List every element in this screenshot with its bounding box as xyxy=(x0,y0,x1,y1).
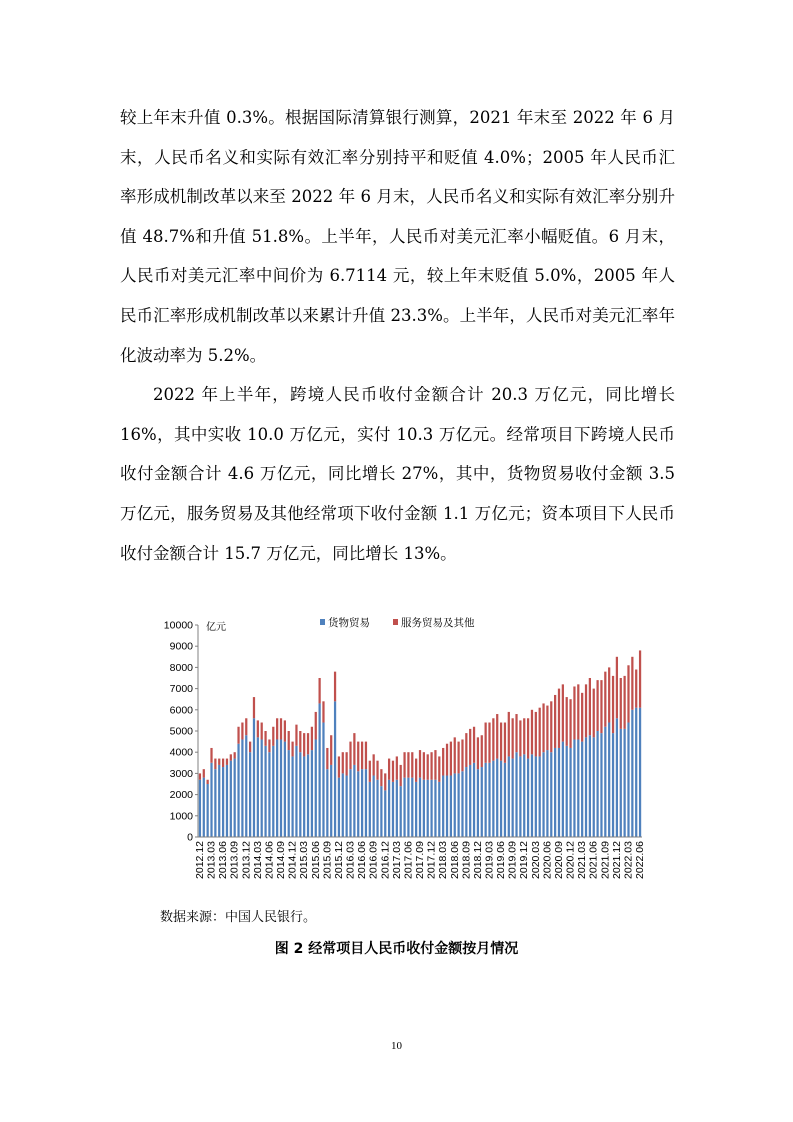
bar-goods-trade xyxy=(515,752,517,837)
bar-services-other xyxy=(477,737,479,769)
bar-services-other xyxy=(307,733,309,754)
y-tick-label: 3000 xyxy=(169,767,193,780)
bar-goods-trade xyxy=(214,769,216,837)
x-tick-label: 2018.12 xyxy=(471,841,484,879)
paragraph-cross-border-rmb: 2022 年上半年，跨境人民币收付金额合计 20.3 万亿元，同比增长 16%，其中实收 10.0 万亿元，实付 10.3 万亿元。经常项目下跨境人民币收付金额合计 4.6 万亿元，同比增长 27%，其中，货物贸易收付金额 3.5 万亿元，服务贸易及其他经常项下收付金额 1.1 万亿元；资本项目下人民币收付金额合计 15.7 万亿元，同比增长 13%。 xyxy=(120,385,675,563)
bar-services-other xyxy=(469,729,471,765)
bar-services-other xyxy=(512,718,514,758)
x-tick-label: 2014.12 xyxy=(286,841,299,879)
bar-services-other xyxy=(384,773,386,790)
bar-services-other xyxy=(322,701,324,722)
bar-goods-trade xyxy=(496,759,498,837)
bar-goods-trade xyxy=(241,739,243,837)
bar-goods-trade xyxy=(504,763,506,837)
bar-goods-trade xyxy=(454,773,456,837)
bar-services-other xyxy=(326,748,328,769)
bar-goods-trade xyxy=(469,765,471,837)
y-tick-label: 6000 xyxy=(169,704,193,717)
bar-services-other xyxy=(488,723,490,763)
x-tick-label: 2016.09 xyxy=(367,841,380,879)
bar-goods-trade xyxy=(512,759,514,837)
bar-goods-trade xyxy=(396,780,398,837)
bar-goods-trade xyxy=(573,739,575,837)
bar-goods-trade xyxy=(508,756,510,837)
x-tick-label: 2015.12 xyxy=(332,841,345,879)
bar-services-other xyxy=(562,684,564,741)
bar-goods-trade xyxy=(600,733,602,837)
bar-goods-trade xyxy=(288,750,290,837)
bar-services-other xyxy=(523,718,525,754)
bar-goods-trade xyxy=(257,737,259,837)
y-tick-label: 10000 xyxy=(163,619,193,632)
x-tick-label: 2012.12 xyxy=(193,841,206,879)
bar-services-other xyxy=(515,714,517,752)
bar-goods-trade xyxy=(384,790,386,837)
bar-goods-trade xyxy=(276,739,278,837)
bar-services-other xyxy=(288,731,290,750)
bar-services-other xyxy=(373,754,375,775)
bar-goods-trade xyxy=(411,778,413,837)
x-tick-label: 2016.12 xyxy=(379,841,392,879)
bar-goods-trade xyxy=(577,739,579,837)
x-tick-label: 2014.09 xyxy=(275,841,288,879)
bar-goods-trade xyxy=(423,780,425,837)
x-tick-label: 2013.12 xyxy=(240,841,253,879)
x-tick-label: 2013.03 xyxy=(205,841,218,879)
bar-goods-trade xyxy=(380,786,382,837)
bar-goods-trade xyxy=(226,765,228,837)
bar-services-other xyxy=(338,756,340,777)
bar-goods-trade xyxy=(203,778,205,837)
bar-goods-trade xyxy=(322,723,324,837)
bar-goods-trade xyxy=(218,765,220,837)
bar-goods-trade xyxy=(442,776,444,837)
bar-goods-trade xyxy=(392,782,394,837)
bar-goods-trade xyxy=(330,765,332,837)
bar-services-other xyxy=(600,680,602,733)
bar-services-other xyxy=(419,750,421,778)
bar-services-other xyxy=(492,718,494,760)
x-tick-label: 2017.12 xyxy=(425,841,438,879)
bar-services-other xyxy=(299,731,301,752)
bar-services-other xyxy=(508,712,510,757)
bar-services-other xyxy=(396,756,398,779)
bar-services-other xyxy=(589,678,591,735)
bar-goods-trade xyxy=(280,739,282,837)
bar-services-other xyxy=(535,712,537,757)
bar-services-other xyxy=(284,720,286,741)
bar-goods-trade xyxy=(554,748,556,837)
bar-services-other xyxy=(353,733,355,765)
bar-services-other xyxy=(369,761,371,782)
y-tick-label: 2000 xyxy=(169,789,193,802)
bar-goods-trade xyxy=(477,769,479,837)
bar-services-other xyxy=(454,737,456,773)
x-tick-label: 2016.06 xyxy=(356,841,369,879)
bar-goods-trade xyxy=(319,703,321,837)
bar-services-other xyxy=(608,667,610,722)
bar-goods-trade xyxy=(199,780,201,837)
bar-goods-trade xyxy=(535,756,537,837)
bar-goods-trade xyxy=(234,759,236,837)
bar-goods-trade xyxy=(334,701,336,837)
bar-services-other xyxy=(226,759,228,765)
bar-goods-trade xyxy=(624,729,626,837)
bar-goods-trade xyxy=(492,761,494,837)
bar-goods-trade xyxy=(284,742,286,837)
bar-goods-trade xyxy=(400,786,402,837)
bar-services-other xyxy=(631,657,633,710)
x-tick-label: 2017.06 xyxy=(402,841,415,879)
bar-goods-trade xyxy=(581,742,583,837)
bar-services-other xyxy=(573,686,575,739)
bar-goods-trade xyxy=(415,782,417,837)
bar-goods-trade xyxy=(430,780,432,837)
bar-goods-trade xyxy=(353,765,355,837)
x-tick-label: 2018.09 xyxy=(460,841,473,879)
bar-services-other xyxy=(237,727,239,744)
bar-goods-trade xyxy=(407,778,409,837)
bar-services-other xyxy=(612,676,614,733)
bar-goods-trade xyxy=(616,718,618,837)
bar-services-other xyxy=(210,748,212,763)
bar-services-other xyxy=(620,678,622,729)
bar-services-other xyxy=(295,725,297,746)
figure-caption: 图 2 经常项目人民币收付金额按月情况 xyxy=(274,941,519,957)
bar-services-other xyxy=(342,752,344,773)
bar-services-other xyxy=(380,769,382,786)
bar-goods-trade xyxy=(210,763,212,837)
bar-services-other xyxy=(485,723,487,763)
bar-goods-trade xyxy=(539,756,541,837)
bar-goods-trade xyxy=(438,782,440,837)
bar-services-other xyxy=(346,752,348,775)
bar-services-other xyxy=(461,739,463,771)
bar-services-other xyxy=(434,750,436,780)
x-tick-label: 2021.06 xyxy=(587,841,600,879)
y-tick-label: 8000 xyxy=(169,661,193,674)
bar-services-other xyxy=(218,759,220,765)
bar-services-other xyxy=(427,754,429,779)
x-tick-label: 2019.12 xyxy=(518,841,531,879)
bar-services-other xyxy=(585,684,587,737)
bar-services-other xyxy=(303,733,305,756)
bar-services-other xyxy=(407,752,409,777)
y-tick-label: 1000 xyxy=(169,810,193,823)
bar-services-other xyxy=(392,761,394,782)
bar-services-other xyxy=(496,714,498,759)
bar-services-other xyxy=(330,735,332,765)
x-tick-label: 2017.03 xyxy=(390,841,403,879)
bar-goods-trade xyxy=(488,763,490,837)
x-tick-label: 2014.06 xyxy=(263,841,276,879)
bar-services-other xyxy=(376,761,378,780)
bar-goods-trade xyxy=(608,723,610,837)
bar-goods-trade xyxy=(635,708,637,837)
bar-goods-trade xyxy=(326,769,328,837)
bar-services-other xyxy=(531,710,533,755)
body-text xyxy=(120,98,675,573)
bar-goods-trade xyxy=(566,746,568,837)
bar-goods-trade xyxy=(291,756,293,837)
bar-goods-trade xyxy=(519,756,521,837)
bar-goods-trade xyxy=(419,778,421,837)
bar-services-other xyxy=(291,742,293,757)
bar-goods-trade xyxy=(593,737,595,837)
bar-services-other xyxy=(268,739,270,752)
bar-goods-trade xyxy=(253,718,255,837)
bar-goods-trade xyxy=(349,769,351,837)
y-tick-label: 4000 xyxy=(169,746,193,759)
bar-goods-trade xyxy=(631,710,633,837)
bar-services-other xyxy=(403,752,405,777)
bar-goods-trade xyxy=(222,767,224,837)
bar-goods-trade xyxy=(365,769,367,837)
bar-services-other xyxy=(550,701,552,752)
bar-services-other xyxy=(249,742,251,753)
bar-services-other xyxy=(423,752,425,780)
bar-goods-trade xyxy=(562,742,564,837)
bar-goods-trade xyxy=(523,754,525,837)
bar-goods-trade xyxy=(307,754,309,837)
bar-goods-trade xyxy=(357,771,359,837)
bar-services-other xyxy=(554,695,556,748)
source-note: 数据来源：中国人民银行。 xyxy=(160,910,317,925)
bar-goods-trade xyxy=(500,761,502,837)
bar-services-other xyxy=(400,765,402,786)
bar-services-other xyxy=(635,670,637,708)
bar-services-other xyxy=(569,699,571,748)
page-number: 10 xyxy=(391,1040,402,1052)
bar-services-other xyxy=(473,727,475,763)
y-unit-label: 亿元 xyxy=(206,622,226,633)
bar-goods-trade xyxy=(237,744,239,837)
bar-goods-trade xyxy=(612,733,614,837)
bar-goods-trade xyxy=(450,776,452,837)
bar-services-other xyxy=(415,759,417,782)
bar-services-other xyxy=(280,718,282,739)
chart-svg xyxy=(140,605,660,905)
legend-swatch-goods xyxy=(320,619,325,625)
bar-services-other xyxy=(207,780,209,784)
bar-services-other xyxy=(222,759,224,767)
x-tick-label: 2020.12 xyxy=(564,841,577,879)
bar-services-other xyxy=(357,742,359,772)
bar-services-other xyxy=(230,754,232,760)
x-tick-label: 2022.03 xyxy=(622,841,635,879)
y-tick-label: 7000 xyxy=(169,683,193,696)
bar-goods-trade xyxy=(303,756,305,837)
y-tick-label: 5000 xyxy=(169,725,193,738)
bar-goods-trade xyxy=(249,752,251,837)
bar-services-other xyxy=(465,733,467,767)
bar-services-other xyxy=(616,657,618,718)
bar-services-other xyxy=(388,759,390,780)
bar-goods-trade xyxy=(542,752,544,837)
y-axis xyxy=(164,620,198,844)
bar-services-other xyxy=(311,727,313,750)
bar-goods-trade xyxy=(627,723,629,837)
bar-goods-trade xyxy=(639,708,641,837)
bar-services-other xyxy=(593,689,595,738)
bar-goods-trade xyxy=(531,754,533,837)
bar-services-other xyxy=(581,693,583,742)
legend-label-services: 服务贸易及其他 xyxy=(401,617,475,629)
bar-services-other xyxy=(315,712,317,740)
bar-services-other xyxy=(272,727,274,746)
bar-goods-trade xyxy=(403,778,405,837)
bar-services-other xyxy=(604,672,606,727)
bar-services-other xyxy=(430,752,432,780)
bar-services-other xyxy=(253,697,255,718)
bar-goods-trade xyxy=(376,780,378,837)
bar-services-other xyxy=(264,731,266,746)
bar-services-other xyxy=(349,742,351,770)
legend-swatch-services xyxy=(393,619,398,625)
x-tick-label: 2014.03 xyxy=(251,841,264,879)
bar-goods-trade xyxy=(620,729,622,837)
bar-services-other xyxy=(276,718,278,739)
bar-services-other xyxy=(261,723,263,740)
bar-goods-trade xyxy=(346,776,348,837)
bar-services-other xyxy=(365,742,367,770)
bar-goods-trade xyxy=(550,752,552,837)
bar-goods-trade xyxy=(473,763,475,837)
bar-services-other xyxy=(566,697,568,746)
bar-goods-trade xyxy=(434,780,436,837)
bar-goods-trade xyxy=(457,773,459,837)
bar-goods-trade xyxy=(311,750,313,837)
bar-goods-trade xyxy=(465,767,467,837)
y-tick-label: 9000 xyxy=(169,640,193,653)
bar-goods-trade xyxy=(596,731,598,837)
bar-goods-trade xyxy=(527,759,529,837)
bar-goods-trade xyxy=(388,780,390,837)
x-tick-label: 2013.09 xyxy=(228,841,241,879)
bar-services-other xyxy=(442,748,444,776)
x-tick-label: 2017.09 xyxy=(414,841,426,879)
bar-goods-trade xyxy=(342,773,344,837)
bar-services-other xyxy=(481,735,483,767)
bar-goods-trade xyxy=(230,761,232,837)
bar-services-other xyxy=(519,720,521,756)
bar-services-other xyxy=(234,752,236,758)
bar-services-other xyxy=(558,689,560,748)
bar-goods-trade xyxy=(569,748,571,837)
x-tick-label: 2015.03 xyxy=(298,841,311,879)
bar-goods-trade xyxy=(295,746,297,837)
bar-goods-trade xyxy=(261,739,263,837)
bar-goods-trade xyxy=(461,771,463,837)
bar-goods-trade xyxy=(268,752,270,837)
bar-goods-trade xyxy=(338,778,340,837)
bar-goods-trade xyxy=(604,727,606,837)
bar-services-other xyxy=(596,680,598,731)
bar-services-other xyxy=(438,756,440,781)
bar-services-other xyxy=(446,744,448,776)
paragraph-exchange-rate: 较上年末升值 0.3%。根据国际清算银行测算，2021 年末至 2022 年 6 月末，人民币名义和实际有效汇率分别持平和贬值 4.0%；2005 年人民币汇率形成机制改革以来至 2022 年 6 月末，人民币名义和实际有效汇率分别升值 48.7%和升值 51.8%。上半年，人民币对美元汇率小幅贬值。6 月末，人民币对美元汇率中间价为 6.7114 元，较上年末贬值 5.0%，2005 年人民币汇率形成机制改革以来累计升值 23.3%。上半年，人民币对美元汇率年化波动率为 5.2%。 xyxy=(120,108,675,365)
bar-services-other xyxy=(624,676,626,729)
bar-goods-trade xyxy=(427,780,429,837)
bar-services-other xyxy=(257,720,259,737)
bar-goods-trade xyxy=(589,735,591,837)
x-tick-label: 2021.03 xyxy=(576,841,589,879)
bar-goods-trade xyxy=(481,767,483,837)
bar-services-other xyxy=(539,708,541,757)
x-tick-label: 2021.12 xyxy=(610,841,623,879)
bar-services-other xyxy=(319,678,321,703)
bar-goods-trade xyxy=(546,750,548,837)
x-tick-label: 2020.09 xyxy=(552,841,565,879)
bar-services-other xyxy=(457,742,459,774)
x-tick-label: 2019.09 xyxy=(506,841,519,879)
x-tick-label: 2013.06 xyxy=(217,841,230,879)
x-tick-label: 2016.03 xyxy=(344,841,357,879)
bar-goods-trade xyxy=(299,752,301,837)
bar-services-other xyxy=(411,752,413,777)
x-tick-label: 2019.06 xyxy=(495,841,508,879)
bar-goods-trade xyxy=(245,735,247,837)
bar-goods-trade xyxy=(272,746,274,837)
bar-services-other xyxy=(450,742,452,776)
bar-goods-trade xyxy=(315,739,317,837)
x-tick-label: 2015.09 xyxy=(321,841,334,879)
bar-services-other xyxy=(361,742,363,770)
bar-services-other xyxy=(627,665,629,722)
x-tick-label: 2020.06 xyxy=(541,841,554,879)
bar-services-other xyxy=(546,706,548,751)
x-tick-label: 2015.06 xyxy=(309,841,322,879)
bar-goods-trade xyxy=(361,769,363,837)
bar-services-other xyxy=(542,703,544,752)
bar-services-other xyxy=(500,723,502,761)
legend-label-goods: 货物贸易 xyxy=(328,617,370,629)
bar-goods-trade xyxy=(373,776,375,837)
bar-services-other xyxy=(241,723,243,740)
bar-services-other xyxy=(199,773,201,779)
x-tick-label: 2019.03 xyxy=(483,841,496,879)
bar-services-other xyxy=(527,718,529,758)
bar-services-other xyxy=(334,672,336,702)
bar-goods-trade xyxy=(369,782,371,837)
bar-goods-trade xyxy=(558,748,560,837)
x-tick-label: 2020.03 xyxy=(529,841,542,879)
x-tick-label: 2021.09 xyxy=(599,841,612,879)
bar-goods-trade xyxy=(485,763,487,837)
bar-goods-trade xyxy=(585,737,587,837)
chart-current-account-rmb xyxy=(140,605,660,905)
bar-goods-trade xyxy=(446,776,448,837)
x-tick-label: 2018.03 xyxy=(437,841,450,879)
bar-goods-trade xyxy=(207,784,209,837)
legend xyxy=(320,616,475,629)
bar-services-other xyxy=(639,650,641,707)
x-axis xyxy=(194,837,646,879)
y-tick-label: 0 xyxy=(187,831,193,844)
bar-services-other xyxy=(214,759,216,770)
bar-services-other xyxy=(504,723,506,763)
bar-goods-trade xyxy=(264,746,266,837)
bar-services-other xyxy=(245,718,247,735)
x-tick-label: 2018.06 xyxy=(448,841,461,879)
bar-services-other xyxy=(203,769,205,777)
x-tick-label: 2022.06 xyxy=(634,841,647,879)
bar-services-other xyxy=(577,684,579,739)
bars xyxy=(199,650,641,837)
